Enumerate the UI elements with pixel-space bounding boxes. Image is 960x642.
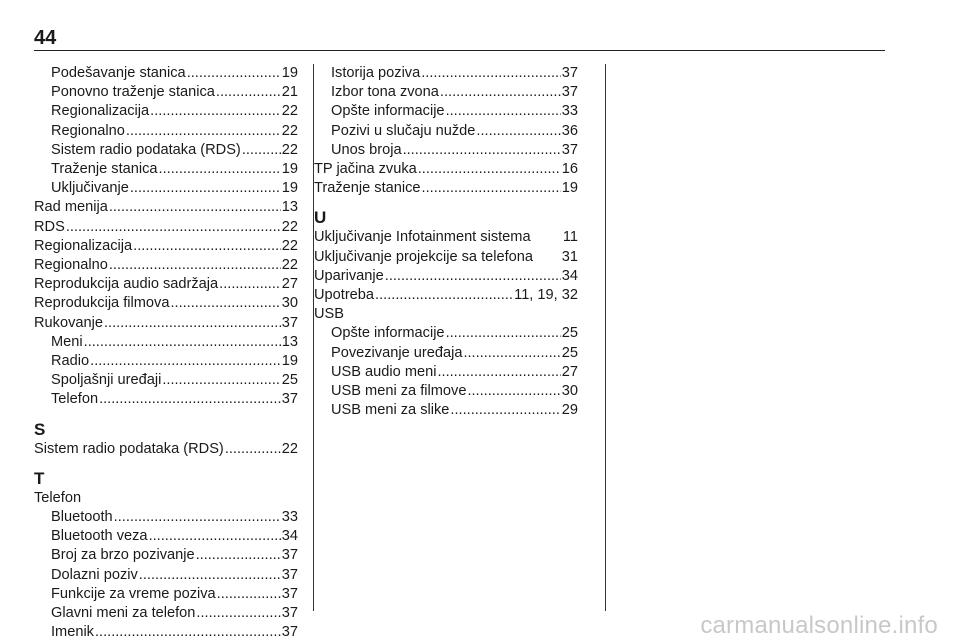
index-entry-label: USB [314,306,345,323]
index-entry-label: Meni [51,333,83,350]
dot-leader [450,401,560,420]
index-entry-label: Regionalizacija [51,103,150,120]
dot-leader [159,160,281,179]
dot-leader [225,440,281,459]
index-subentry [34,333,298,352]
index-subentry [314,363,578,382]
index-page-ref: 30 [561,383,578,400]
dot-leader [90,352,281,371]
dot-leader [463,344,560,363]
index-entry-label: Istorija poziva [331,65,421,81]
index-entry [34,256,298,275]
index-page-ref: 11 [562,229,578,246]
dot-leader [114,508,281,527]
index-page-ref: 11, 19, 32 [514,287,578,304]
dot-leader [149,527,281,546]
index-subentry [314,324,578,343]
index-entry-label: Imenik [51,624,94,641]
dot-leader [422,179,561,198]
index-page-ref: 19 [281,180,298,197]
index-page-ref: 37 [561,65,578,81]
index-entry-label: Glavni meni za telefon [51,605,196,622]
index-page-ref: 22 [281,257,298,274]
index-entry-label: Telefon [51,391,99,408]
index-page-ref: 36 [561,122,578,139]
index-entry-label: Regionalno [51,122,125,139]
index-entry-label: Povezivanje uređaja [331,344,463,361]
index-entry-label: Uparivanje [314,267,384,284]
dot-leader [196,546,281,565]
index-entry [314,286,578,305]
dot-leader [421,64,561,83]
index-page-ref: 34 [561,267,578,284]
index-letter-heading: T [34,468,45,488]
index-entry-label: Rukovanje [34,314,103,331]
dot-leader [104,314,281,333]
index-subentry [314,64,578,83]
index-subentry [34,179,298,198]
index-entry-label: Funkcije za vreme poziva [51,585,216,602]
index-entry-label: Traženje stanica [51,161,158,178]
index-page-ref: 22 [281,218,298,235]
index-entry-label: Regionalizacija [34,237,133,254]
index-subentry [314,382,578,401]
dot-leader [170,294,280,313]
column-divider-2 [605,64,606,611]
index-page-ref: 37 [561,141,578,158]
dot-leader [162,371,280,390]
index-entry-label: Pozivi u slučaju nužde [331,122,476,139]
dot-leader [150,102,281,121]
index-entry [34,440,298,459]
dot-leader [130,179,281,198]
header-divider [34,50,885,51]
index-page-ref: 22 [281,237,298,254]
index-subentry [34,566,298,585]
index-letter-heading: S [34,419,46,439]
dot-leader [139,566,281,585]
index-page-ref: 34 [281,528,298,545]
index-entry-label: Ponovno traženje stanica [51,84,215,101]
index-subentry [34,527,298,546]
index-page-ref: 37 [281,547,298,564]
index-page-ref: 37 [281,585,298,602]
dot-leader [109,256,281,275]
index-entry [34,489,298,508]
dot-leader [196,604,280,623]
index-subentry [314,401,578,420]
index-entry-label: USB meni za slike [331,402,450,419]
index-entry [314,248,578,267]
dot-leader [446,102,561,121]
dot-leader [84,333,281,352]
dot-leader [133,237,281,256]
index-entry [314,228,578,247]
index-column-2 [314,64,578,420]
index-entry [34,237,298,256]
index-entry [34,218,298,237]
dot-leader [109,198,281,217]
index-page-ref: 33 [561,103,578,120]
index-entry-label: Opšte informacije [331,325,445,342]
index-page-ref: 37 [281,624,298,641]
dot-leader [418,160,561,179]
dot-leader [187,64,281,83]
index-entry-label: Rad menija [34,199,108,216]
dot-leader [66,218,281,237]
index-page-ref: 22 [281,440,298,457]
dot-leader [403,141,561,160]
index-page-ref: 13 [281,199,298,216]
index-entry-label: Traženje stanice [314,180,421,197]
index-page-ref: 19 [281,65,298,81]
dot-leader [217,585,281,604]
index-subentry [34,102,298,121]
index-entry [34,314,298,333]
index-page-ref: 37 [561,84,578,101]
index-subentry [34,122,298,141]
index-page-ref: 22 [281,122,298,139]
index-entry-label: Spoljašnji uređaji [51,372,162,389]
index-subentry [34,546,298,565]
index-entry [314,179,578,198]
index-entry-label: Upotreba [314,287,375,304]
index-subentry [314,122,578,141]
index-subentry [314,83,578,102]
index-entry-label: Broj za brzo pozivanje [51,547,195,564]
index-page-ref: 27 [561,363,578,380]
index-entry-label: USB meni za filmove [331,383,467,400]
index-page-ref: 19 [281,161,298,178]
index-entry-label: Bluetooth [51,509,113,526]
dot-leader [242,141,281,160]
index-subentry [34,604,298,623]
index-entry-label: Bluetooth veza [51,528,148,545]
index-subentry [34,141,298,160]
dot-leader [385,267,561,286]
index-subentry [34,352,298,371]
index-page-ref: 37 [281,605,298,622]
dot-leader [440,83,561,102]
dot-leader [99,390,281,409]
index-entry [34,294,298,313]
dot-leader [126,122,281,141]
index-page-ref: 37 [281,391,298,408]
index-entry [34,275,298,294]
index-subentry [314,141,578,160]
index-page-ref: 21 [281,84,298,101]
page-number: 44 [34,27,57,49]
index-page-ref: 31 [561,248,578,265]
index-subentry [34,623,298,642]
index-entry-label: Unos broja [331,141,402,158]
index-page-ref: 13 [281,333,298,350]
index-page-ref: 33 [281,509,298,526]
index-entry-label: Regionalno [34,257,108,274]
index-page-ref: 19 [561,180,578,197]
index-entry-label: TP jačina zvuka [314,161,417,178]
index-entry-label: Izbor tona zvona [331,84,439,101]
index-page-ref: 37 [281,566,298,583]
dot-leader [467,382,560,401]
index-page-ref: 25 [561,344,578,361]
index-column-1 [34,64,298,642]
index-subentry [314,102,578,121]
dot-leader [476,122,560,141]
index-subentry [34,160,298,179]
watermark-link[interactable]: carmanualsonline.info [700,612,938,639]
index-entry [314,305,578,324]
index-entry-label: Telefon [34,489,82,506]
index-subentry [34,371,298,390]
index-entry-label: Reprodukcija audio sadržaja [34,276,219,293]
dot-leader [375,286,513,305]
dot-leader [95,623,281,642]
index-page-ref: 29 [561,402,578,419]
index-entry [34,198,298,217]
index-subentry [34,83,298,102]
dot-leader [216,83,281,102]
dot-leader [219,275,281,294]
index-entry [314,267,578,286]
index-page-ref: 27 [281,276,298,293]
dot-leader [446,324,561,343]
index-entry-label: Sistem radio podataka (RDS) [34,440,224,457]
index-entry-label: Uključivanje [51,180,129,197]
index-subentry [34,508,298,527]
index-subentry [34,585,298,604]
index-entry [314,160,578,179]
index-letter-heading: U [314,208,327,228]
index-entry-label: Podešavanje stanica [51,65,186,81]
index-page-ref: 25 [281,372,298,389]
index-page-ref: 16 [561,161,578,178]
index-entry-label: Reprodukcija filmova [34,295,170,312]
index-page-ref: 25 [561,325,578,342]
index-page-ref: 30 [281,295,298,312]
index-subentry [34,390,298,409]
index-subentry [34,64,298,83]
index-entry-label: Uključivanje Infotainment sistema [314,229,531,246]
index-entry-label: RDS [34,218,65,235]
index-page-ref: 22 [281,103,298,120]
dot-leader [437,363,560,382]
index-entry-label: Dolazni poziv [51,566,138,583]
index-subentry [314,344,578,363]
index-page-ref: 37 [281,314,298,331]
index-entry-label: USB audio meni [331,363,437,380]
index-page-ref: 19 [281,353,298,370]
index-page-ref: 22 [281,141,298,158]
index-entry-label: Opšte informacije [331,103,445,120]
index-entry-label: Sistem radio podataka (RDS) [51,141,241,158]
index-entry-label: Uključivanje projekcije sa telefona [314,248,534,265]
index-entry-label: Radio [51,353,90,370]
